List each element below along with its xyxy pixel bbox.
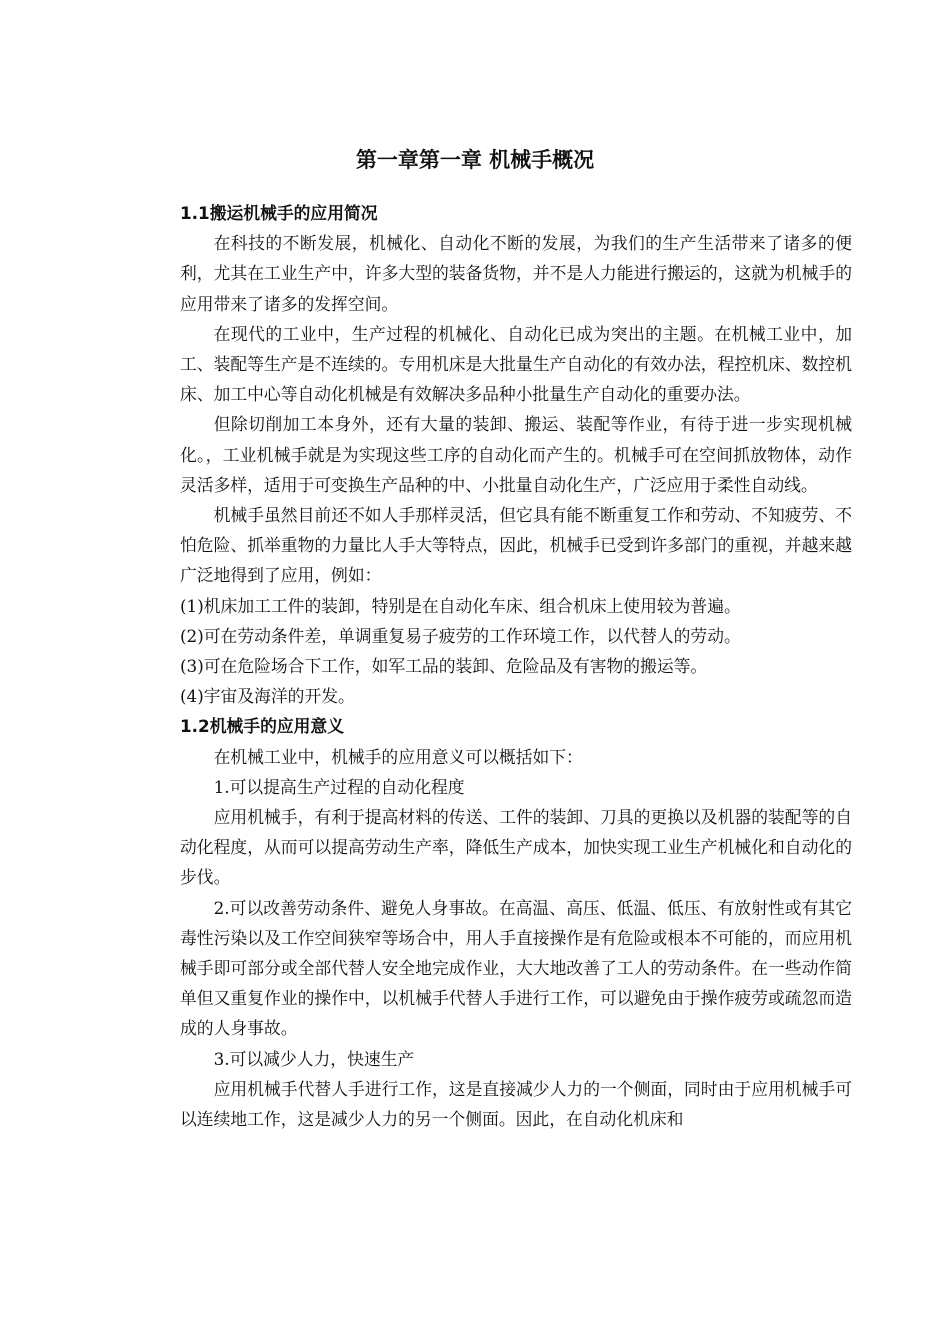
paragraph: 2.可以改善劳动条件、避免人身事故。在高温、高压、低温、低压、有放射性或有其它毒性污染以及工作空间狭窄等场合中，用人手直接操作是有危险或根本不可能的，而应用机械手即可部分或全部代替人安全地完成作业，大大地改善了工人的劳动条件。在一些动作简单但又重复作业的操作中，以机械手代替人手进行工作，可以避免由于操作疲劳或疏忽而造成的人身事故。 [180,897,852,1039]
list-item: (3)可在危险场合下工作，如军工品的装卸、危险品及有害物的搬运等。 [180,656,708,677]
paragraph: 在现代的工业中，生产过程的机械化、自动化已成为突出的主题。在机械工业中，加工、装配等生产是不连续的。专用机床是大批量生产自动化的有效办法，程控机床、数控机床、加工中心等自动化机械是有效解决多品种小批量生产自动化的重要办法。 [180,323,852,405]
paragraph: 应用机械手，有利于提高材料的传送、工件的装卸、刀具的更换以及机器的装配等的自动化程度，从而可以提高劳动生产率，降低生产成本，加快实现工业生产机械化和自动化的步伐。 [180,807,852,888]
document-body [180,198,852,1134]
paragraph: 机械手虽然目前还不如人手那样灵活，但它具有能不断重复工作和劳动、不知疲劳、不怕危险、抓举重物的力量比人手大等特点，因此，机械手已受到许多部门的重视，并越来越广泛地得到了应用，例如： [180,505,852,586]
list-item: (4)宇宙及海洋的开发。 [180,686,355,707]
paragraph: 在科技的不断发展，机械化、自动化不断的发展，为我们的生产生活带来了诸多的便利，尤其在工业生产中，许多大型的装备货物，并不是人力能进行搬运的，这就为机械手的应用带来了诸多的发挥空间。 [180,233,852,314]
paragraph: 应用机械手代替人手进行工作，这是直接减少人力的一个侧面，同时由于应用机械手可以连续地工作，这是减少人力的另一个侧面。因此，在自动化机床和 [180,1078,852,1130]
section-heading-1-2: 1.2机械手的应用意义 [180,716,344,737]
paragraph: 在机械工业中，机械手的应用意义可以概括如下： [213,746,583,767]
list-item: (1)机床加工工件的装卸，特别是在自动化车床、组合机床上使用较为普遍。 [180,595,741,616]
point-title: 3.可以减少人力，快速生产 [213,1048,415,1069]
paragraph: 但除切削加工本身外，还有大量的装卸、搬运、装配等作业，有待于进一步实现机械化。，工业机械手就是为实现这些工序的自动化而产生的。机械手可在空间抓放物体，动作灵活多样，适用于可变换生产品种的中、小批量自动化生产，广泛应用于柔性自动线。 [180,414,852,495]
chapter-title: 第一章第一章 机械手概况 [355,148,595,172]
point-title: 1.可以提高生产过程的自动化程度 [213,776,465,797]
section-heading-1-1: 1.1搬运机械手的应用简况 [180,203,378,223]
list-item: (2)可在劳动条件差，单调重复易子疲劳的工作环境工作，以代替人的劳动。 [180,625,741,646]
